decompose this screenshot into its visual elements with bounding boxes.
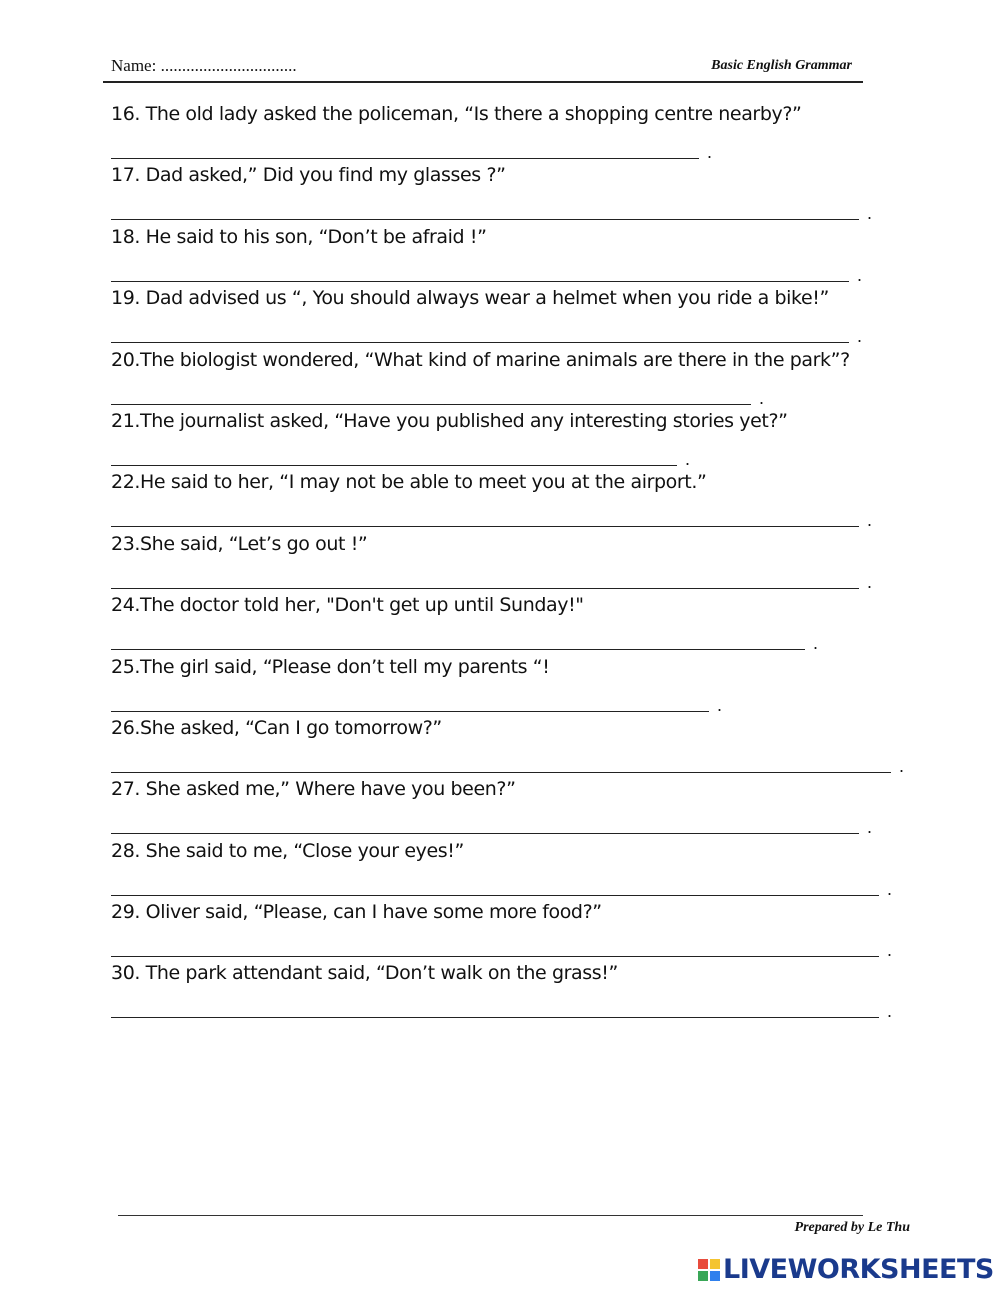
answer-blank[interactable] — [111, 1000, 893, 1022]
line-end-period: . — [899, 755, 905, 776]
liveworksheets-wordmark: LIVEWORKSHEETS — [723, 1254, 994, 1285]
question-item — [111, 960, 911, 1021]
question-text: 29. Oliver said, “Please, can I have some more food?” — [111, 901, 602, 924]
question-item — [111, 224, 911, 285]
question-text: 20.The biologist wondered, “What kind of marine animals are there in the park”? — [111, 348, 850, 371]
line-end-period: . — [887, 940, 893, 961]
line-end-period: . — [867, 510, 873, 531]
answer-blank[interactable] — [111, 141, 713, 162]
question-item — [111, 531, 911, 592]
question-item — [111, 654, 911, 715]
question-item — [111, 469, 911, 530]
line-end-period: . — [685, 448, 691, 469]
logo-square-2 — [710, 1259, 720, 1269]
line-end-period: . — [857, 326, 863, 347]
line-end-period: . — [813, 633, 819, 654]
answer-blank[interactable] — [111, 755, 905, 776]
question-item — [111, 285, 911, 346]
question-text: 27. She asked me,” Where have you been?” — [111, 778, 516, 801]
worksheet-subtitle: Basic English Grammar — [711, 58, 852, 73]
header-divider — [103, 81, 863, 83]
answer-line-rule — [111, 264, 849, 282]
answer-blank[interactable] — [111, 202, 873, 224]
line-end-period: . — [867, 203, 873, 224]
answer-blank[interactable] — [111, 264, 863, 285]
answer-line-rule — [111, 571, 859, 589]
question-item — [111, 162, 911, 223]
answer-line-rule — [111, 694, 709, 712]
author-credit: Prepared by Le Thu — [794, 1220, 910, 1235]
answer-blank[interactable] — [111, 878, 893, 899]
answer-line-rule — [111, 202, 859, 220]
logo-square-3 — [698, 1271, 708, 1281]
answer-line-rule — [111, 141, 699, 159]
line-end-period: . — [867, 817, 873, 838]
question-text: 28. She said to me, “Close your eyes!” — [111, 839, 464, 862]
line-end-period: . — [887, 878, 893, 899]
line-end-period: . — [887, 1001, 893, 1022]
answer-line-rule — [111, 755, 891, 773]
question-text: 21.The journalist asked, “Have you published any interesting stories yet?” — [111, 409, 788, 432]
question-list — [111, 101, 911, 1022]
answer-line-rule — [111, 939, 879, 957]
line-end-period: . — [717, 694, 723, 715]
question-item — [111, 347, 911, 408]
logo-square-1 — [698, 1259, 708, 1269]
question-text: 19. Dad advised us “, You should always wear a helmet when you ride a bike!” — [111, 287, 829, 310]
line-end-period: . — [867, 571, 873, 592]
question-text: 24.The doctor told her, "Don't get up until Sunday!" — [111, 594, 584, 617]
question-text: 30. The park attendant said, “Don’t walk on the grass!” — [111, 962, 618, 985]
answer-blank[interactable] — [111, 571, 873, 592]
question-item — [111, 715, 911, 776]
question-item — [111, 776, 911, 837]
question-text: 22.He said to her, “I may not be able to meet you at the airport.” — [111, 471, 707, 494]
answer-line-rule — [111, 509, 859, 527]
question-item — [111, 408, 911, 469]
answer-line-rule — [111, 387, 751, 405]
question-text: 18. He said to his son, “Don’t be afraid !” — [111, 225, 487, 248]
answer-blank[interactable] — [111, 816, 873, 838]
answer-blank[interactable] — [111, 632, 819, 654]
answer-blank[interactable] — [111, 448, 691, 469]
answer-line-rule — [111, 448, 677, 466]
answer-line-rule — [111, 878, 879, 896]
question-text: 17. Dad asked,” Did you find my glasses ?” — [111, 164, 506, 187]
question-item — [111, 101, 911, 162]
line-end-period: . — [707, 142, 713, 162]
answer-line-rule — [111, 632, 805, 650]
liveworksheets-icon — [698, 1259, 720, 1281]
answer-blank[interactable] — [111, 939, 893, 961]
answer-line-rule — [111, 325, 849, 343]
name-label: Name: ................................ — [111, 56, 297, 75]
answer-blank[interactable] — [111, 387, 765, 408]
footer-divider — [118, 1215, 863, 1216]
answer-blank[interactable] — [111, 694, 723, 715]
question-item — [111, 899, 911, 960]
question-text: 26.She asked, “Can I go tomorrow?” — [111, 716, 442, 739]
liveworksheets-logo[interactable] — [698, 1254, 994, 1285]
question-item — [111, 592, 911, 653]
line-end-period: . — [759, 387, 765, 408]
question-item — [111, 838, 911, 899]
question-text: 23.She said, “Let’s go out !” — [111, 532, 368, 555]
answer-line-rule — [111, 816, 859, 834]
logo-square-4 — [710, 1271, 720, 1281]
answer-blank[interactable] — [111, 509, 873, 531]
question-text: 16. The old lady asked the policeman, “Is there a shopping centre nearby?” — [111, 103, 802, 125]
line-end-period: . — [857, 264, 863, 285]
answer-blank[interactable] — [111, 325, 863, 347]
question-text: 25.The girl said, “Please don’t tell my parents “! — [111, 655, 550, 678]
answer-line-rule — [111, 1000, 879, 1018]
